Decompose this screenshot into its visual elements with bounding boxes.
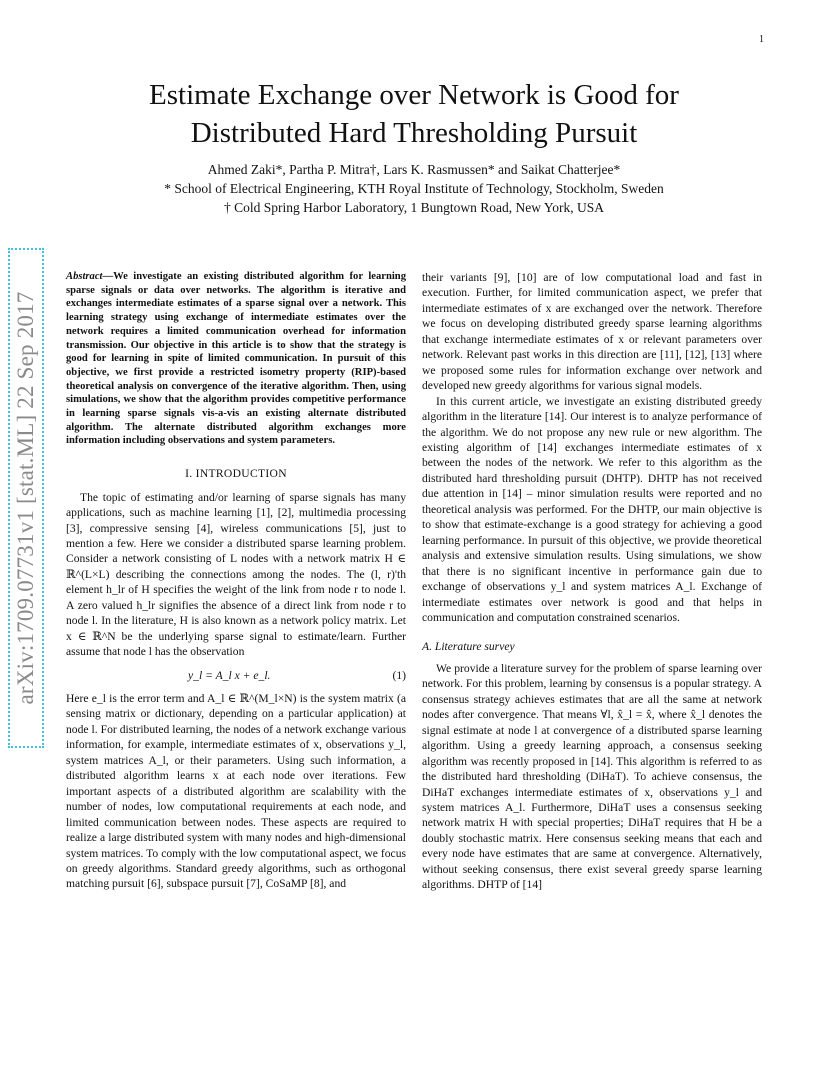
equation: y_l = A_l x + e_l. — [188, 668, 271, 682]
authors: Ahmed Zaki*, Partha P. Mitra†, Lars K. Rasmussen* and Saikat Chatterjee* — [207, 162, 621, 177]
literature-paragraph-1: We provide a literature survey for the problem of sparse learning over network. For this problem, learning by consensus is a popular strategy. A consensus strategy achieves estimates that are all the same at network nodes after convergence. That means ∀l, x̂_l = x̂, where x̂_l denotes the signal estimate at node l at convergence of a distributed sparse learning algorithm. Using a greedy learning approach, a consensus seeking algorithm was recently proposed in [14]. This algorithm is referred to as the distributed hard thresholding (DiHaT). To achieve consensus, the DiHaT exchanges intermediate estimates of x, observations y_l and system matrices A_l. Furthermore, DiHaT uses a consensus seeking network matrix H with special properties; DiHaT requires that H be a doubly stochastic matrix. Here consensus seeking means that each and every node have estimates that are same at convergence. Alternatively, without seeking consensus, there exist several greedy sparse learning algorithms. DHTP of [14] — [422, 661, 762, 892]
abstract-lead: Abstract — [66, 271, 103, 282]
intro-paragraph-2: Here e_l is the error term and A_l ∈ ℝ^(M_l×N) is the system matrix (a sensing matrix or dictionary, depending on a particular application) at node l. For distributed learning, the nodes of a network exchange various information, for example, intermediate estimates of x, observations y_l, system matrices A_l, or their parameters. Using such information, a distributed algorithm learns x at each node over iterations. Few important aspects of a distributed algorithm are scalability with the number of nodes, low computational requirements at each node, and limited communication between nodes. These aspects are required to realize a large distributed system with many nodes and high-dimensional system matrices. To comply with the low computational aspect, we focus on greedy algorithms. Standard greedy algorithms, such as orthogonal matching pursuit [6], subspace pursuit [7], CoSaMP [8], and — [66, 692, 406, 891]
arxiv-stamp-text: arXiv:1709.07731v1 [stat.ML] 22 Sep 2017 — [13, 291, 38, 705]
equation-block — [66, 668, 406, 683]
paper-title — [0, 76, 828, 152]
abstract-body: —We investigate an existing distributed algorithm for learning sparse signals or data over networks. The algorithm is iterative and exchanges intermediate estimates of a sparse signal over a network. This learning strategy using exchange of intermediate estimates over the network requires a limited communication overhead for information transmission. Our objective in this article is to show that the strategy is good for learning in spite of limited communication. In pursuit of this objective, we first provide a restricted isometry property (RIP)-based theoretical analysis on convergence of the iterative algorithm. Then, using simulations, we show that the algorithm provides competitive performance in learning sparse signals vis-a-vis an existing alternate distributed algorithm. The alternate distributed algorithm exchanges more information including observations and system parameters. — [66, 271, 406, 447]
right-column — [422, 270, 762, 893]
affiliation-1: * School of Electrical Engineering, KTH Royal Institute of Technology, Stockholm, Sweden — [164, 181, 664, 196]
title-line-1: Estimate Exchange over Network is Good for — [149, 79, 679, 111]
affiliation-2: † Cold Spring Harbor Laboratory, 1 Bungtown Road, New York, USA — [223, 200, 605, 215]
right-paragraph-1: their variants [9], [10] are of low computational load and fast in execution. Further, for limited communication aspect, we prefer that intermediate estimates of x are exchanged over the network. Therefore we focus on developing distributed greedy sparse learning algorithms that exchange intermediate estimates of x or relevant parameters over network. Relevant past works in this direction are [11], [12], [13] where we proposed some rules for information exchange over network and developed new greedy algorithms for various signal models. — [422, 271, 762, 393]
left-column — [66, 270, 406, 892]
right-paragraph-2: In this current article, we investigate an existing distributed greedy algorithm in the literature [14]. Our interest is to analyze performance of the algorithm. We do not propose any new rule or new algorithm. The existing algorithm of [14] exchanges intermediate estimates of x between the nodes of the network. We refer to this algorithm as the distributed hard thresholding pursuit (DHTP). DHTP has not received due attention in [14] – minor simulation results were reported and no theoretical analysis was performed. For the DHTP, our main objective is to show that estimate-exchange is a good strategy for achieving a good learning performance. In pursuit of this objective, we provide theoretical analysis and extensive simulation results. Using simulations, we show that there is no significant incentive in performance gain due to exchange of observations y_l and system matrices A_l. Exchange of intermediate estimates over network is good and that helps in communication and computation constrained scenarios. — [422, 394, 762, 624]
intro-paragraph-1: The topic of estimating and/or learning of sparse signals has many applications, such as machine learning [1], [2], multimedia processing [3], compressive sensing [4], wireless communications [5], just to mention a few. Here we consider a distributed sparse learning problem. Consider a network consisting of L nodes with a network matrix H ∈ ℝ^(L×L) describing the connections among the nodes. The (l, r)'th element h_lr of H specifies the weight of the link from node r to node l. A zero valued h_lr signifies the absence of a direct link from node r to node l. In the literature, H is also known as a network policy matrix. Let x ∈ ℝ^N be the underlying sparse signal to estimate/learn. Further assume that node l has the observation — [66, 490, 406, 659]
author-block — [0, 160, 828, 217]
subsection-heading-literature-survey: A. Literature survey — [422, 640, 515, 654]
arxiv-stamp — [4, 248, 46, 748]
section-heading-introduction: I. INTRODUCTION — [185, 467, 287, 481]
equation-number: (1) — [392, 668, 406, 682]
title-line-2: Distributed Hard Thresholding Pursuit — [190, 117, 638, 149]
abstract — [66, 270, 406, 448]
page-number: 1 — [759, 34, 764, 45]
